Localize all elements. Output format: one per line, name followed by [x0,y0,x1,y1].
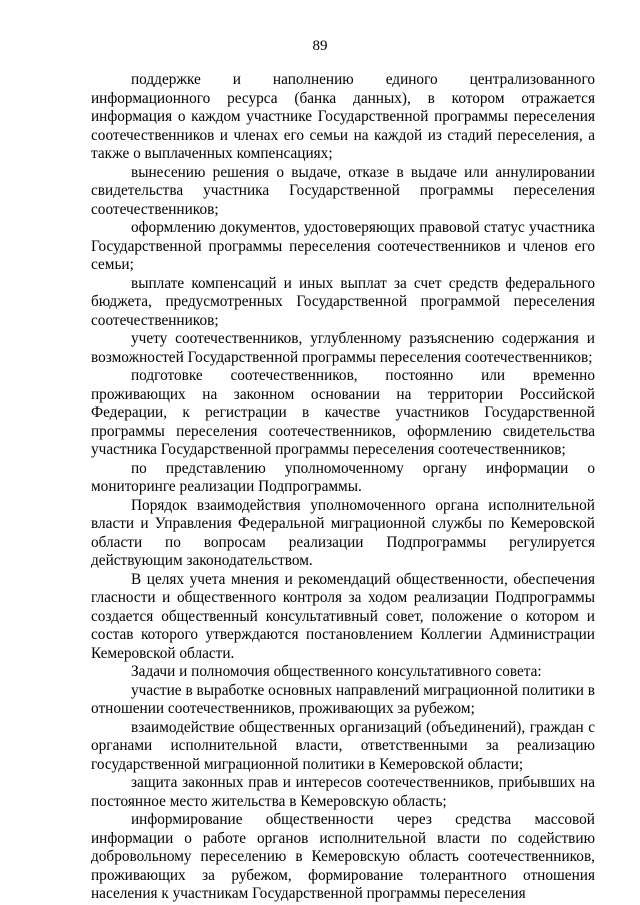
paragraph: поддержке и наполнению единого централизованного информационного ресурса (банка данных), в котором отражается информация о каждом участнике Государственной программы переселения соотечественников и членах его семьи на каждой из стадий переселения, а также о выплаченных компенсациях; [91,71,595,162]
paragraph: Порядок взаимодействия уполномоченного органа исполнительной власти и Управления Федеральной миграционной службы по Кемеровской области по вопросам реализации Подпрограммы регулируется действующим законодательством. [91,496,595,569]
page-number: 89 [312,38,328,54]
paragraph: информирование общественности через средства массовой информации о работе органов исполнительной власти по содействию добровольному переселению в Кемеровскую область соотечественников, проживающих за рубежом, формирование толерантного отношения населения к участникам Государственной программы переселения [91,811,595,902]
paragraph: подготовке соотечественников, постоянно или временно проживающих на законном основании на территории Российской Федерации, к регистрации в качестве участников Государственной программы переселения соотечественников, оформлению свидетельства участника Государственной программы переселения соотечественников; [91,367,595,458]
paragraph: вынесению решения о выдаче, отказе в выдаче или аннулировании свидетельства участника Государственной программы переселения соотечественников; [91,163,595,218]
paragraph: выплате компенсаций и иных выплат за счет средств федерального бюджета, предусмотренных Государственной программой переселения соотечественников; [91,274,595,329]
paragraph: Задачи и полномочия общественного консультативного совета: [131,663,542,680]
paragraph: учету соотечественников, углубленному разъяснению содержания и возможностей Государственной программы переселения соотечественников; [91,330,595,366]
document-body [91,71,595,904]
paragraph: В целях учета мнения и рекомендаций общественности, обеспечения гласности и общественного контроля за ходом реализации Подпрограммы создается общественный консультативный совет, положение о котором и состав которого утверждаются постановлением Коллегии Администрации Кемеровской области. [91,570,595,662]
paragraph: оформлению документов, удостоверяющих правовой статус участника Государственной программы переселения соотечественников и членов его семьи; [91,219,595,273]
paragraph: участие в выработке основных направлений миграционной политики в отношении соотечественников, проживающих за рубежом; [91,681,595,717]
paragraph: защита законных прав и интересов соотечественников, прибывших на постоянное место жительства в Кемеровскую область; [91,774,595,810]
paragraph: по представлению уполномоченному органу информации о мониторинге реализации Подпрограммы. [91,459,595,495]
paragraph: взаимодействие общественных организаций (объединений), граждан с органами исполнительной власти, ответственными за реализацию государственной миграционной политики в Кемеровской области; [91,718,595,773]
